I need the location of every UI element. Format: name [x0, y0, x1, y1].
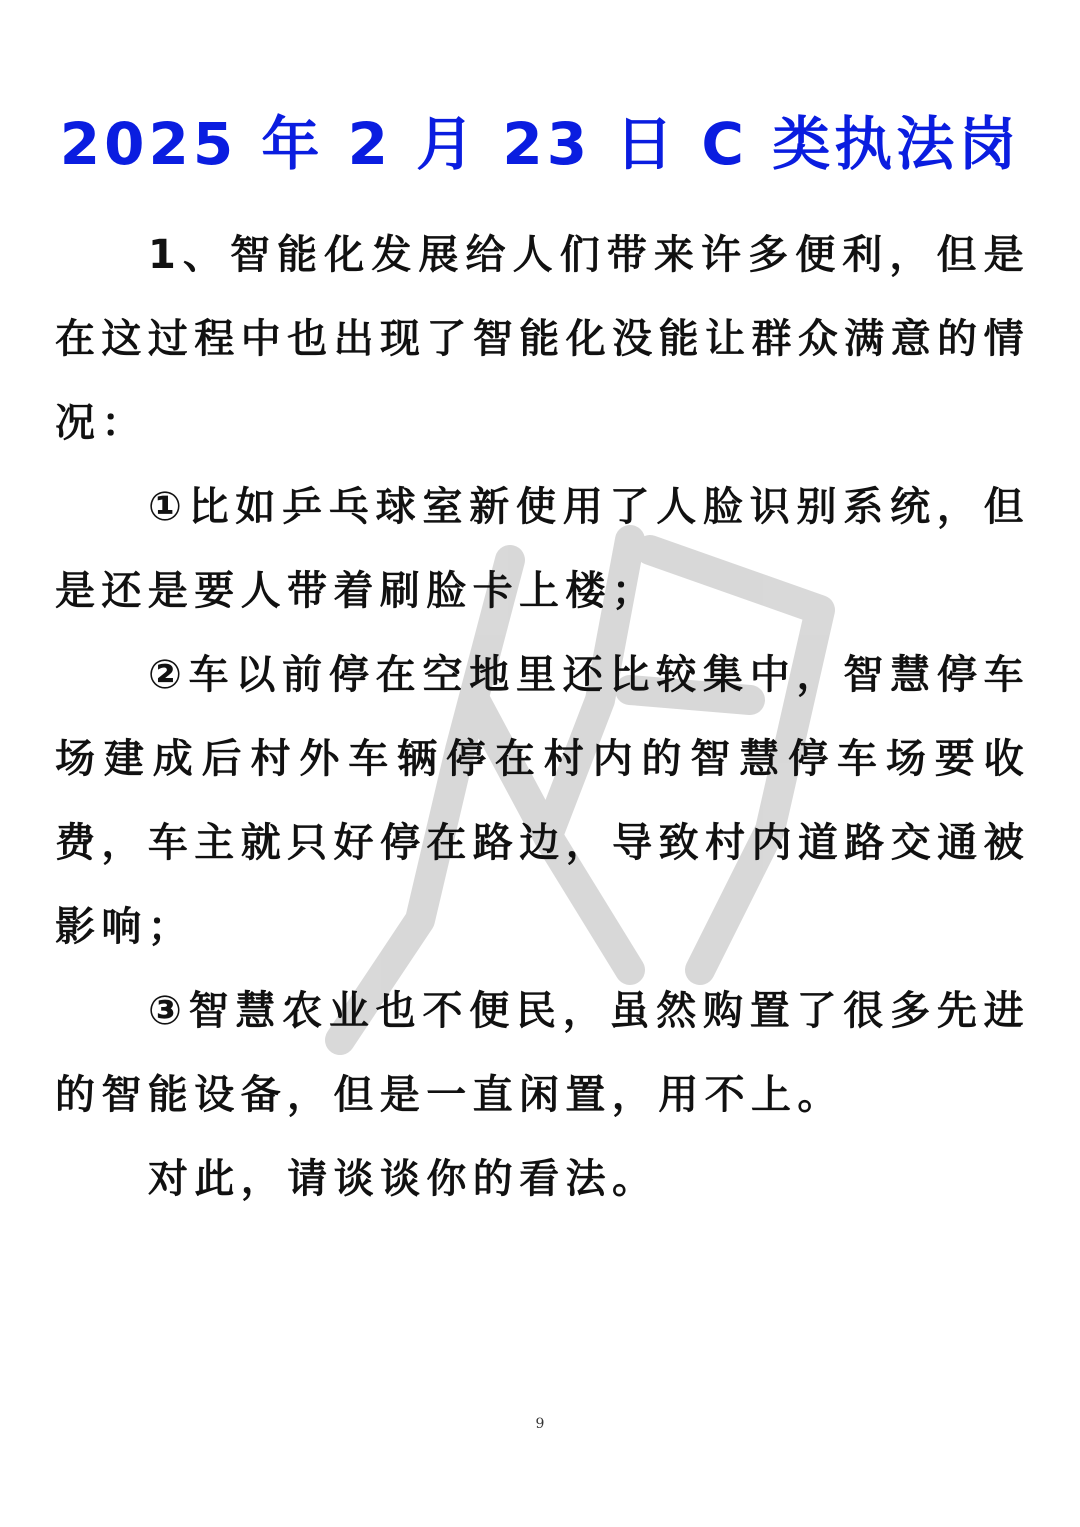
page-number: 9	[535, 1416, 545, 1432]
example-3-paragraph: ③智慧农业也不便民，虽然购置了很多先进的智能设备，但是一直闲置，用不上。	[55, 988, 1030, 1118]
question-prompt-paragraph: 对此，请谈谈你的看法。	[148, 1156, 659, 1202]
question-intro-paragraph: 1、智能化发展给人们带来许多便利，但是在这过程中也出现了智能化没能让群众满意的情况：	[55, 232, 1030, 446]
example-2-paragraph: ②车以前停在空地里还比较集中，智慧停车场建成后村外车辆停在村内的智慧停车场要收费，车主就只好停在路边，导致村内道路交通被影响；	[55, 652, 1030, 950]
question-body	[55, 213, 1030, 1221]
example-1-paragraph: ①比如乒乓球室新使用了人脸识别系统，但是还是要人带着刷脸卡上楼；	[55, 484, 1030, 614]
page-title: 2025 年 2 月 23 日 C 类执法岗	[59, 110, 1021, 178]
